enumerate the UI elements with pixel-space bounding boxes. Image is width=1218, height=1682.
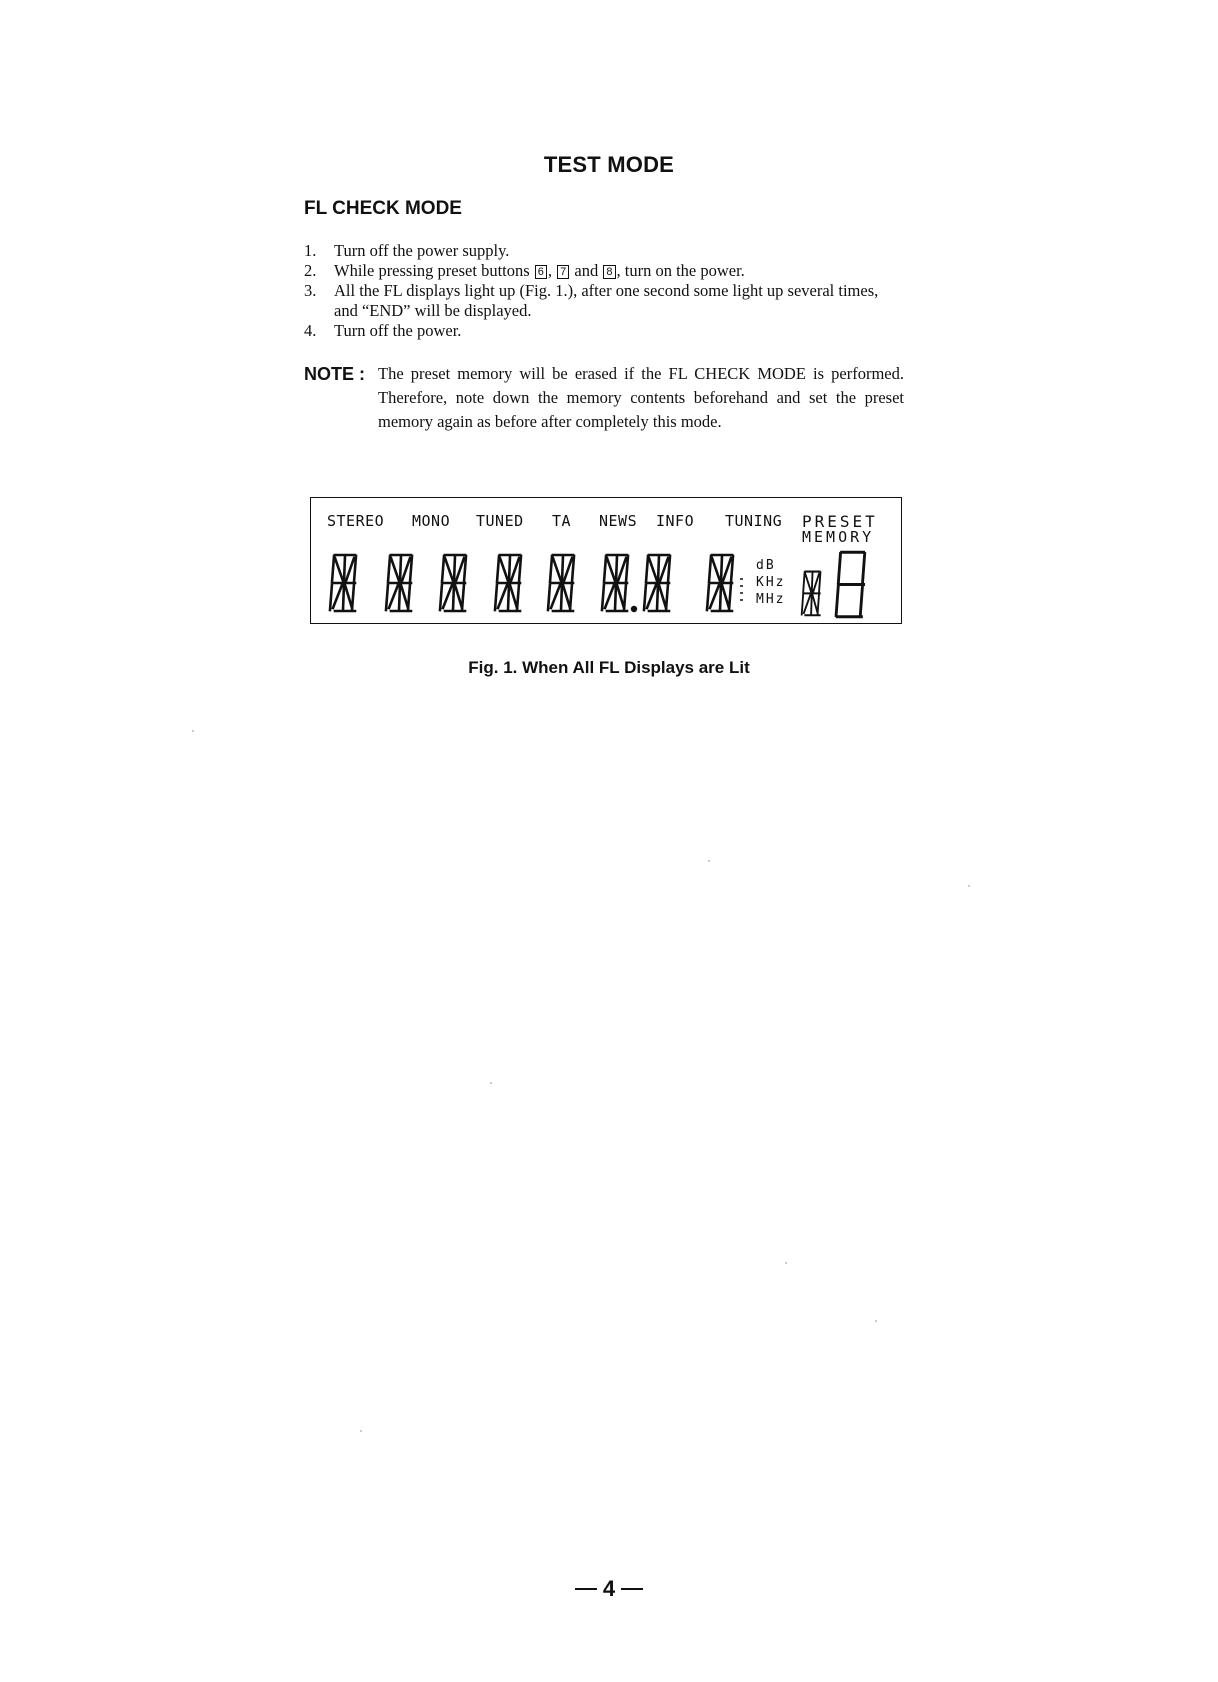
indicator-ta: TA <box>552 512 572 530</box>
page-number-value: 4 <box>602 1576 616 1601</box>
digit-5 <box>548 555 574 611</box>
digit-1 <box>330 555 356 611</box>
digit-3 <box>440 555 466 611</box>
page-number <box>0 1576 1218 1602</box>
digit-6 <box>602 555 628 611</box>
indicator-tuned: TUNED <box>476 512 524 530</box>
scan-speck <box>360 1430 362 1432</box>
scan-speck <box>708 860 710 862</box>
steps-list <box>304 241 904 341</box>
step-text: All the FL displays light up (Fig. 1.), after one second some light up several times, and “END” will be displayed. <box>334 281 879 320</box>
step-text-after: , turn on the power. <box>616 261 745 280</box>
indicator-info: INFO <box>656 512 695 530</box>
dash-right <box>621 1588 643 1590</box>
list-item <box>304 261 904 281</box>
scan-speck <box>490 1082 492 1084</box>
indicator-tuning: TUNING <box>725 512 783 530</box>
digit-8 <box>707 555 733 611</box>
digit-2 <box>386 555 412 611</box>
preset-digit-large <box>836 552 865 616</box>
list-item <box>304 281 904 321</box>
unit-khz: KHz <box>756 575 786 590</box>
comma-separator: , <box>547 261 553 280</box>
step-text-before: While pressing preset buttons <box>334 261 530 280</box>
note-block <box>304 362 904 434</box>
note-label: NOTE : <box>304 364 365 384</box>
list-item <box>304 241 904 261</box>
step-number: 3. <box>304 281 317 300</box>
scan-speck <box>785 1262 787 1264</box>
dash-left <box>575 1588 597 1590</box>
digit-4 <box>495 555 521 611</box>
figure-caption: Fig. 1. When All FL Displays are Lit <box>468 658 750 677</box>
preset-button-6-icon: 6 <box>535 265 547 279</box>
segment-digits <box>311 498 903 625</box>
and-word: and <box>574 261 599 280</box>
step-number: 1. <box>304 241 317 260</box>
step-text: Turn off the power. <box>334 321 462 340</box>
scan-speck <box>192 730 194 732</box>
digit-7 <box>644 555 670 611</box>
list-item <box>304 321 904 341</box>
decimal-point <box>631 606 637 612</box>
indicator-preset: PRESET <box>802 512 878 531</box>
preset-digit-small <box>802 572 821 616</box>
section-heading: FL CHECK MODE <box>304 198 462 219</box>
step-number: 4. <box>304 321 317 340</box>
scan-speck <box>875 1320 877 1322</box>
preset-button-7-icon: 7 <box>557 265 569 279</box>
fl-display-figure <box>310 497 902 624</box>
unit-mhz: MHz <box>756 592 786 607</box>
step-text: Turn off the power supply. <box>334 241 510 260</box>
indicator-news: NEWS <box>599 512 638 530</box>
step-number: 2. <box>304 261 317 280</box>
indicator-stereo: STEREO <box>327 512 385 530</box>
page-title: TEST MODE <box>543 152 675 177</box>
indicator-mono: MONO <box>412 512 451 530</box>
preset-button-8-icon: 8 <box>603 265 615 279</box>
note-text: The preset memory will be erased if the FL CHECK MODE is performed. Therefore, note down the memory contents beforehand and set the preset memory again as before after completely this mode. <box>378 364 904 431</box>
unit-db: dB <box>756 558 776 573</box>
scan-speck <box>968 885 970 887</box>
step-text <box>334 261 904 281</box>
indicator-memory: MEMORY <box>802 528 875 546</box>
unit-separator-icon <box>740 579 743 600</box>
